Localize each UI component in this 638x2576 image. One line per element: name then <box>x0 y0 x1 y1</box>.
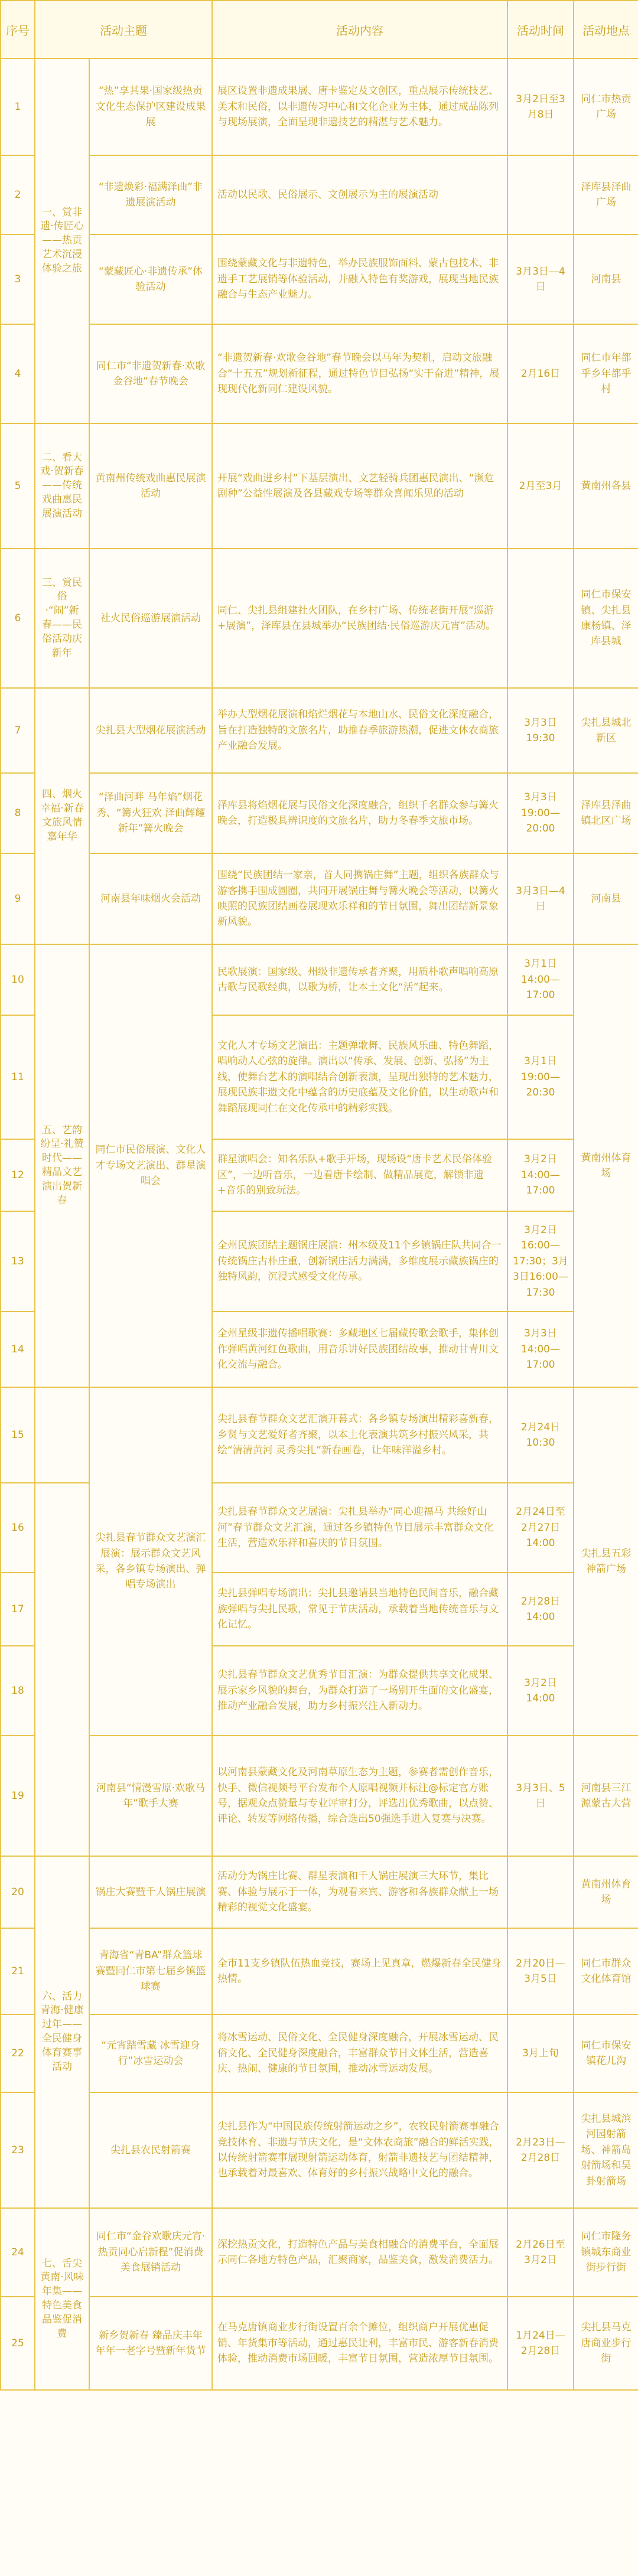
location-cell: 黄南州体育场 <box>574 944 638 1387</box>
location-cell: 尖扎县马克唐商业步行街 <box>574 2297 638 2390</box>
time-cell: 2月24日10:30 <box>507 1387 574 1483</box>
time-cell <box>507 549 574 688</box>
time-cell: 3月2日至3月8日 <box>507 58 574 155</box>
content-cell: 尖扎县春节群众文艺优秀节目汇演：为群众提供共享文化成果、展示家乡风貌的舞台，为群众打造了一场别开生面的文化盛宴，推动产业融合发展，助力乡村振兴注入新动力。 <box>212 1646 507 1736</box>
time-cell: 1月24日—2月28日 <box>507 2297 574 2390</box>
theme-cell: “泽曲河畔 马年焰”烟花秀、“篝火狂欢 泽曲辉耀新年”篝火晚会 <box>89 773 212 853</box>
table-row <box>1 944 638 1015</box>
time-cell: 2月26日至3月2日 <box>507 2208 574 2297</box>
time-cell: 2月16日 <box>507 324 574 423</box>
row-number: 16 <box>1 1483 35 1573</box>
content-cell: 全市11支乡镇队伍热血竞技，赛场上见真章，燃爆新春全民健身热情。 <box>212 1928 507 2014</box>
table-row <box>1 2014 638 2092</box>
content-cell: 尖扎县弹唱专场演出：尖扎县邀请县当地特色民间音乐，融合藏族弹唱与尖扎民歌，常见于节庆活动，承载着当地传统音乐与文化记忆。 <box>212 1573 507 1646</box>
content-cell: 活动分为锅庄比赛、群星表演和千人锅庄展演三大环节，集比赛、体验与展示于一体，为观看来宾、游客和各族群众献上一场精彩的视觉文化盛宴。 <box>212 1856 507 1928</box>
header-no: 序号 <box>1 1 35 58</box>
category-cell: 一、赏非遗·传匠心——热贡艺术沉浸体验之旅 <box>35 58 89 423</box>
theme-cell: “元宵踏雪藏 冰雪迎身行”冰雪运动会 <box>89 2014 212 2092</box>
theme-cell: 同仁市“非遗贺新春·欢歌金谷地”春节晚会 <box>89 324 212 423</box>
row-number: 9 <box>1 853 35 944</box>
row-number: 8 <box>1 773 35 853</box>
row-number: 21 <box>1 1928 35 2014</box>
theme-cell: 黄南州传统戏曲惠民展演活动 <box>89 423 212 549</box>
content-cell: 全州星级非遗传播唱歌赛：多藏地区七届藏传歌会歌手，集体创作弹唱黄河红色歌曲，用音乐讲好民族团结故事，推动甘青川文化交流与融合。 <box>212 1312 507 1387</box>
location-cell: 尖扎县五彩神箭广场 <box>574 1387 638 1736</box>
category-cell <box>35 1387 89 1483</box>
row-number: 15 <box>1 1387 35 1483</box>
category-cell: 四、烟火幸福·新春文旅风情嘉年华 <box>35 688 89 944</box>
table-row <box>1 2297 638 2390</box>
row-number: 11 <box>1 1015 35 1139</box>
theme-cell: “非遗焕彩·福满泽曲”非遗展演活动 <box>89 155 212 234</box>
time-cell: 2月20日—3月5日 <box>507 1928 574 2014</box>
row-number: 18 <box>1 1646 35 1736</box>
location-cell: 黄南州体育场 <box>574 1856 638 1928</box>
theme-cell: 尖扎县春节群众文艺演汇展演：展示群众文艺风采，各乡镇专场演出、弹唱专场演出 <box>89 1387 212 1736</box>
location-cell: 同仁市年都乎乡年都乎村 <box>574 324 638 423</box>
time-cell <box>507 155 574 234</box>
content-cell: 同仁、尖扎县组建社火团队，在乡村广场、传统老街开展“巡游+展演”，泽库县在县城举办“民族团结·民俗巡游庆元宵”活动。 <box>212 549 507 688</box>
content-cell: “非遗贺新春·欢歌金谷地”春节晚会以马年为契机，启动文旅融合“十五五”规划新征程，通过特色节目弘扬“实干奋进”精神，展现现代化新同仁建设风貌。 <box>212 324 507 423</box>
time-cell: 3月2日14:00—17:00 <box>507 1139 574 1211</box>
time-cell: 3月3日14:00—17:00 <box>507 1312 574 1387</box>
theme-cell: 河南县年味烟火会活动 <box>89 853 212 944</box>
content-cell: 全州民族团结主题锅庄展演：州本级及11个乡镇锅庄队共同合一传统锅庄古朴庄重，创新锅庄活力满满，多维度展示藏族锅庄的独特风韵，沉浸式感受文化传承。 <box>212 1211 507 1312</box>
row-number: 23 <box>1 2092 35 2208</box>
row-number: 14 <box>1 1312 35 1387</box>
row-number: 20 <box>1 1856 35 1928</box>
location-cell: 河南县 <box>574 853 638 944</box>
time-cell: 3月3日 19:30 <box>507 688 574 773</box>
location-cell: 同仁市热贡广场 <box>574 58 638 155</box>
content-cell: 开展“戏曲进乡村”下基层演出、文艺轻骑兵团惠民演出、“濒危剧种”公益性展演及各县藏戏专场等群众喜闻乐见的活动 <box>212 423 507 549</box>
location-cell: 泽库县泽曲镇北区广场 <box>574 773 638 853</box>
header-content: 活动内容 <box>212 1 507 58</box>
time-cell: 3月3日—4日 <box>507 853 574 944</box>
time-cell: 3月1日14:00—17:00 <box>507 944 574 1015</box>
content-cell: 活动以民歌、民俗展示、文创展示为主的展演活动 <box>212 155 507 234</box>
row-number: 25 <box>1 2297 35 2390</box>
time-cell: 3月1日19:00—20:30 <box>507 1015 574 1139</box>
theme-cell: “蒙藏匠心·非遗传承”体验活动 <box>89 234 212 324</box>
table-row <box>1 1736 638 1856</box>
location-cell: 泽库县泽曲广场 <box>574 155 638 234</box>
theme-cell: 锅庄大赛暨千人锅庄展演 <box>89 1856 212 1928</box>
table-row <box>1 2208 638 2297</box>
table-row <box>1 549 638 688</box>
row-number: 5 <box>1 423 35 549</box>
content-cell: 尖扎县春节群众文艺展演：尖扎县举办“同心迎福马 共绘好山河”春节群众文艺汇演，通过各乡镇特色节目展示丰富群众文化生活，营造欢乐祥和喜庆的节日氛围。 <box>212 1483 507 1573</box>
location-cell: 同仁市群众文化体育馆 <box>574 1928 638 2014</box>
category-cell: 六、活力青海·健康过年——全民健身体育赛事活动 <box>35 1856 89 2208</box>
time-cell: 2月至3月 <box>507 423 574 549</box>
row-number: 22 <box>1 2014 35 2092</box>
theme-cell: “热”享其果·国家级热贡文化生态保护区建设成果展 <box>89 58 212 155</box>
content-cell: 围绕蒙藏文化与非遗特色，举办民族服饰面料、蒙古包技术、非遗手工艺展销等体验活动，并融入特色有奖游戏，展现当地民族融合与生态产业魅力。 <box>212 234 507 324</box>
category-cell: 三、赏民俗·“闹”新春——民俗活动庆新年 <box>35 549 89 688</box>
header-theme: 活动主题 <box>35 1 212 58</box>
location-cell: 河南县三江源蒙古大营 <box>574 1736 638 1856</box>
time-cell: 3月2日14:00 <box>507 1646 574 1736</box>
row-number: 7 <box>1 688 35 773</box>
row-number: 4 <box>1 324 35 423</box>
time-cell: 2月24日至2月27日14:00 <box>507 1483 574 1573</box>
time-cell: 3月3日、5日 <box>507 1736 574 1856</box>
content-cell: 民歌展演：国家级、州级非遗传承者齐聚，用质朴歌声唱响高原古歌与民歌经典，以歌为桥，让本土文化“活”起来。 <box>212 944 507 1015</box>
time-cell: 3月2日16:00—17:30；3月3日16:00—17:30 <box>507 1211 574 1312</box>
content-cell: 文化人才专场文艺演出：主题弹歌舞、民族风乐曲、特色舞蹈，唱响动人心弦的旋律。演出以“传承、发展、创新、弘扬”为主线，使舞台艺术的演唱结合创新表演，呈现出独特的艺术魅力，展现民族非遗文化中蕴含的历史底蕴及文化价值，以生动歌声和舞蹈展现同仁在文化传承中的精彩实践。 <box>212 1015 507 1139</box>
content-cell: 深挖热贡文化，打造特色产品与美食相融合的消费平台，全面展示同仁各地方特色产品，汇聚商家，品鉴美食，激发消费活力。 <box>212 2208 507 2297</box>
theme-cell: 同仁市“金谷欢歌庆元宵·热贡同心启新程”促消费美食展销活动 <box>89 2208 212 2297</box>
location-cell: 黄南州各县 <box>574 423 638 549</box>
content-cell: 在马克唐镇商业步行街设置百余个摊位，组织商户开展优惠促销、年货集市等活动，通过惠民让利，丰富市民、游客新春消费体验，推动消费市场回暖，丰富节日氛围，营造浓厚节日氛围。 <box>212 2297 507 2390</box>
row-number: 6 <box>1 549 35 688</box>
theme-cell: 尖扎县大型烟花展演活动 <box>89 688 212 773</box>
time-cell: 2月23日—2月28日 <box>507 2092 574 2208</box>
category-cell: 七、舌尖黄南·风味年集——特色美食品鉴促消费 <box>35 2208 89 2390</box>
table-row <box>1 155 638 234</box>
theme-cell: 新乡贺新春 臻品庆丰年年年一老字号暨新年货节 <box>89 2297 212 2390</box>
table-row <box>1 1387 638 1483</box>
time-cell <box>507 1856 574 1928</box>
row-number: 2 <box>1 155 35 234</box>
row-number: 17 <box>1 1573 35 1646</box>
row-number: 1 <box>1 58 35 155</box>
content-cell: 围绕“民族团结一家亲，首人同携锅庄舞”主题，组织各族群众与游客携手围成圆圈，共同开展锅庄舞与篝火晚会等活动，以篝火映照的民族团结画卷展现欢乐祥和的节日氛围，舞出团结新景象新风貌。 <box>212 853 507 944</box>
row-number: 12 <box>1 1139 35 1211</box>
header-row <box>1 1 638 58</box>
category-cell: 五、艺韵纷呈·礼赞时代——精品文艺演出贺新春 <box>35 944 89 1387</box>
theme-cell: 同仁市民俗展演、文化人才专场文艺演出、群星演唱会 <box>89 944 212 1387</box>
table-row <box>1 1928 638 2014</box>
header-location: 活动地点 <box>574 1 638 58</box>
table-row <box>1 1856 638 1928</box>
theme-cell: 尖扎县农民射箭赛 <box>89 2092 212 2208</box>
content-cell: 将冰雪运动、民俗文化、全民健身深度融合，开展冰雪运动、民俗文化、全民健身深度融合，丰富群众节日文体生活，营造喜庆、热闹、健康的节日氛围，推动冰雪运动发展。 <box>212 2014 507 2092</box>
time-cell: 3月3日—4日 <box>507 234 574 324</box>
location-cell: 尖扎县城滨河园射箭场、神箭岛射箭场和吴卦射箭场 <box>574 2092 638 2208</box>
row-number: 13 <box>1 1211 35 1312</box>
row-number: 19 <box>1 1736 35 1856</box>
content-cell: 尖扎县作为“中国民族传统射箭运动之乡”，农牧民射箭赛事融合竞技体育、非遗与节庆文化，是“文体农商旅”融合的鲜活实践，以传统射箭赛事展现射箭运动体育，射箭非遗技艺与团结精神，也承载着对最喜欢、体育好的乡村振兴战略中文化的融合。 <box>212 2092 507 2208</box>
table-row <box>1 688 638 773</box>
time-cell: 2月28日14:00 <box>507 1573 574 1646</box>
content-cell: 泽库县将焰烟花展与民俗文化深度融合，组织千名群众参与篝火晚会，打造极具辨识度的文旅名片，助力冬春季文旅市场。 <box>212 773 507 853</box>
location-cell: 同仁市保安镇花儿沟 <box>574 2014 638 2092</box>
table-row <box>1 853 638 944</box>
theme-cell: 青海省“青BA”群众篮球赛暨同仁市第七届乡镇篮球赛 <box>89 1928 212 2014</box>
header-time: 活动时间 <box>507 1 574 58</box>
content-cell: 尖扎县春节群众文艺汇演开幕式：各乡镇专场演出精彩喜新春，乡贤与文艺爱好者齐聚，以本土化表演共筑乡村振兴风采，共绘“清清黄河 灵秀尖扎”新春画卷，让年味洋溢乡村。 <box>212 1387 507 1483</box>
theme-cell: 河南县“情漫雪原·欢歌马年”歌手大赛 <box>89 1736 212 1856</box>
content-cell: 群星演唱会：知名乐队+歌手开场，现场设“唐卡艺术民俗体验区”，一边听音乐，一边看唐卡绘制、做精品展览，解锁非遗+音乐的别致玩法。 <box>212 1139 507 1211</box>
table-row <box>1 58 638 155</box>
row-number: 24 <box>1 2208 35 2297</box>
content-cell: 展区设置非遗成果展、唐卡鉴定及文创区，重点展示传统技艺、美术和民俗，以非遗传习中心和文化企业为主体，通过成品陈列与现场展演，全面呈现非遗技艺的精湛与艺术魅力。 <box>212 58 507 155</box>
time-cell: 3月上旬 <box>507 2014 574 2092</box>
category-cell: 二、看大戏·贺新春——传统戏曲惠民展演活动 <box>35 423 89 549</box>
location-cell: 尖扎县城北新区 <box>574 688 638 773</box>
table-row <box>1 423 638 549</box>
content-cell: 举办大型烟花展演和焰烂烟花与本地山水、民俗文化深度融合，旨在打造独特的文旅名片，助推春季旅游热潮，促进文体农商旅产业融合发展。 <box>212 688 507 773</box>
row-number: 10 <box>1 944 35 1015</box>
content-cell: 以河南县蒙藏文化及河南草原生态为主题，参赛者需创作音乐，快手、微信视频号平台发布个人原唱视频并标注@标定官方账号，据观众点赞量与专业评审打分，评选出优秀歌曲，以点赞、评论、转发等网络传播，综合选出50强选手进入复赛与决赛。 <box>212 1736 507 1856</box>
location-cell: 同仁市保安镇、尖扎县康杨镇、泽库县城 <box>574 549 638 688</box>
category-cell <box>35 1483 89 1856</box>
theme-cell: 社火民俗巡游展演活动 <box>89 549 212 688</box>
location-cell: 同仁市隆务镇城东商业街步行街 <box>574 2208 638 2297</box>
row-number: 3 <box>1 234 35 324</box>
time-cell: 3月3日19:00—20:00 <box>507 773 574 853</box>
table-row <box>1 324 638 423</box>
table-row <box>1 773 638 853</box>
location-cell: 河南县 <box>574 234 638 324</box>
table-row <box>1 2092 638 2208</box>
table-row <box>1 234 638 324</box>
